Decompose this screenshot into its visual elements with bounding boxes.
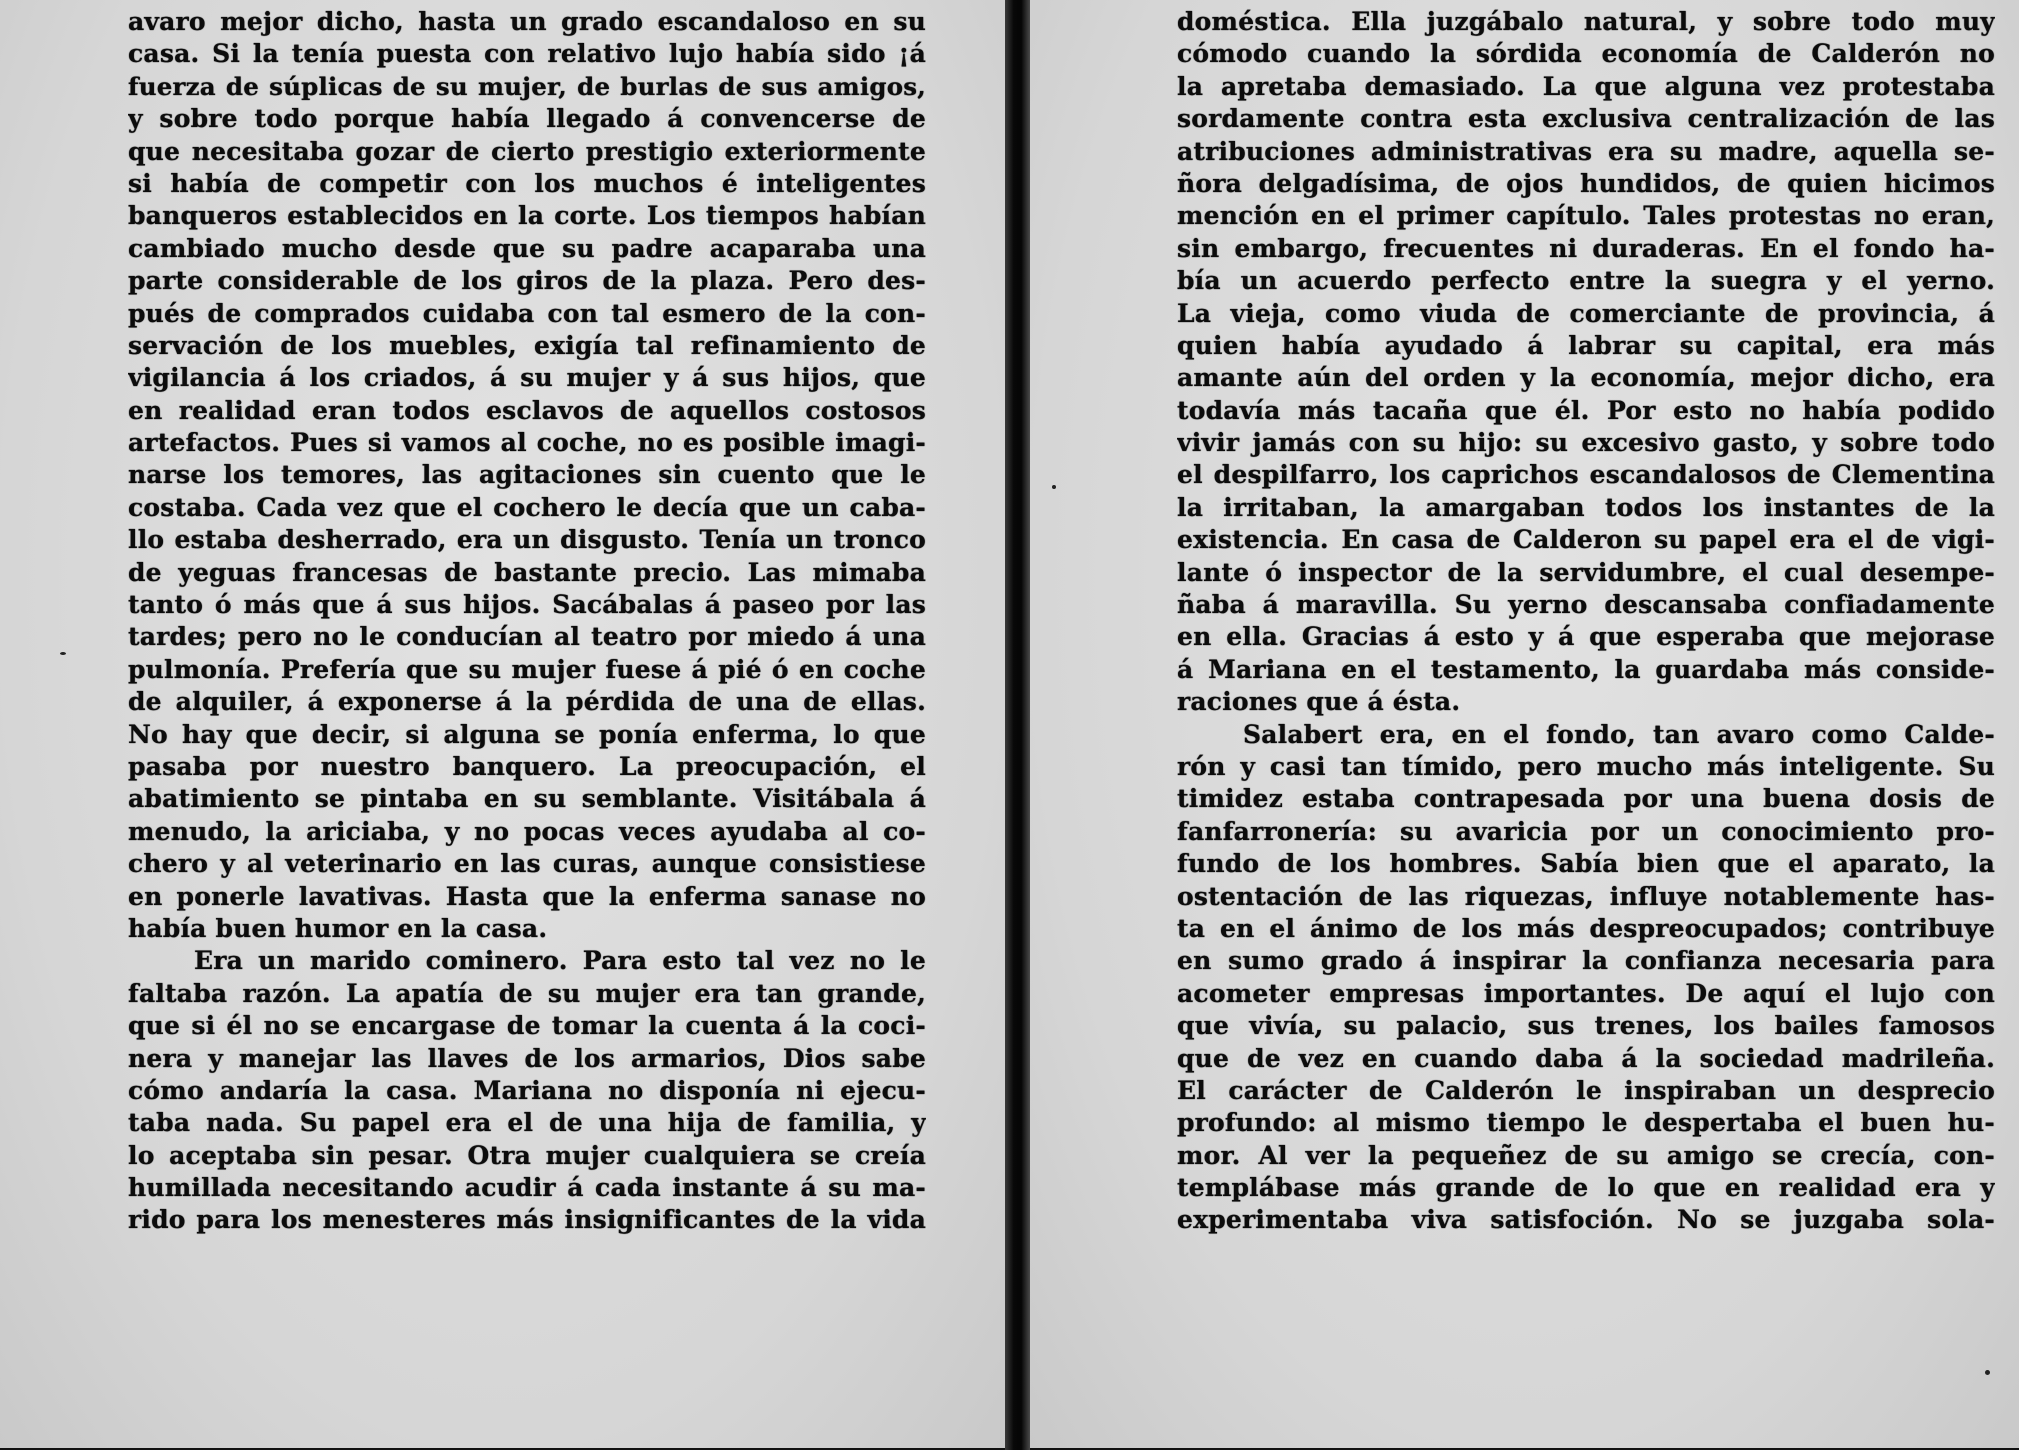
right-page-text [1177, 6, 1995, 1237]
text-line: atribuciones administrativas era su madre, aquella se- [1177, 136, 1995, 166]
text-line: mor. Al ver la pequeñez de su amigo se crecía, con- [1177, 1140, 1995, 1170]
text-line: que si él no se encargase de tomar la cuenta á la coci- [128, 1011, 926, 1041]
text-line: de alquiler, á exponerse á la pérdida de una de ellas. [128, 687, 926, 717]
text-line: El carácter de Calderón le inspiraban un desprecio [1177, 1075, 1995, 1105]
text-line: tanto ó más que á sus hijos. Sacábalas á paseo por las [128, 590, 926, 620]
text-line: bía un acuerdo perfecto entre la suegra y el yerno. [1177, 266, 1995, 296]
text-line: en ella. Gracias á esto y á que esperaba que mejorase [1177, 622, 1995, 652]
ink-speck [1985, 1370, 1990, 1375]
text-line: menudo, la ariciaba, y no pocas veces ayudaba al co- [128, 816, 926, 846]
text-line: pasaba por nuestro banquero. La preocupación, el [128, 751, 926, 781]
text-line: pulmonía. Prefería que su mujer fuese á pié ó en coche [128, 654, 926, 684]
text-line: narse los temores, las agitaciones sin cuento que le [128, 460, 926, 490]
text-line: rido para los menesteres más insignificantes de la vida [128, 1205, 926, 1235]
text-line: existencia. En casa de Calderon su papel era el de vigi- [1177, 525, 1995, 555]
left-page [0, 0, 1005, 1448]
text-line: quien había ayudado á labrar su capital, era más [1177, 330, 1995, 360]
text-line: nera y manejar las llaves de los armarios, Dios sabe [128, 1043, 926, 1073]
right-page [1030, 0, 2019, 1448]
text-line: llo estaba desherrado, era un disgusto. Tenía un tronco [128, 525, 926, 555]
text-line: fanfarronería: su avaricia por un conocimiento pro- [1177, 816, 1995, 846]
text-line: La vieja, como viuda de comerciante de provincia, á [1177, 298, 1995, 328]
text-line: fuerza de súplicas de su mujer, de burlas de sus amigos, [128, 71, 926, 101]
text-line: la irritaban, la amargaban todos los instantes de la [1177, 492, 1995, 522]
text-line: No hay que decir, si alguna se ponía enferma, lo que [128, 719, 926, 749]
text-line: en realidad eran todos esclavos de aquellos costosos [128, 395, 926, 425]
text-line: parte considerable de los giros de la plaza. Pero des- [128, 266, 926, 296]
text-line: que de vez en cuando daba á la sociedad madrileña. [1177, 1043, 1995, 1073]
text-line: sordamente contra esta exclusiva centralización de las [1177, 104, 1995, 134]
text-line: ostentación de las riquezas, influye notablemente has- [1177, 881, 1995, 911]
text-line: sin embargo, frecuentes ni duraderas. En el fondo ha- [1177, 233, 1995, 263]
text-line: banqueros establecidos en la corte. Los tiempos habían [128, 201, 926, 231]
text-line: lo aceptaba sin pesar. Otra mujer cualquiera se creía [128, 1140, 926, 1170]
text-line: cómodo cuando la sórdida economía de Calderón no [1177, 39, 1995, 69]
text-line: el despilfarro, los caprichos escandalosos de Clementina [1177, 460, 1995, 490]
text-line: amante aún del orden y la economía, mejor dicho, era [1177, 363, 1995, 393]
text-line: servación de los muebles, exigía tal refinamiento de [128, 330, 926, 360]
text-line: Era un marido cominero. Para esto tal vez no le [194, 946, 926, 976]
text-line: acometer empresas importantes. De aquí el lujo con [1177, 978, 1995, 1008]
text-line: que necesitaba gozar de cierto prestigio exteriormente [128, 136, 926, 166]
text-line: en sumo grado á inspirar la confianza necesaria para [1177, 946, 1995, 976]
text-line: ñora delgadísima, de ojos hundidos, de quien hicimos [1177, 168, 1995, 198]
text-line: mención en el primer capítulo. Tales protestas no eran, [1177, 201, 1995, 231]
text-line: lante ó inspector de la servidumbre, el cual desempe- [1177, 557, 1995, 587]
text-line: todavía más tacaña que él. Por esto no había podido [1177, 395, 1995, 425]
text-line: había buen humor en la casa. [128, 913, 548, 943]
book-gutter [1005, 0, 1030, 1450]
text-line: profundo: al mismo tiempo le despertaba el buen hu- [1177, 1108, 1995, 1138]
left-page-text [128, 6, 926, 1237]
text-line: vigilancia á los criados, á su mujer y á sus hijos, que [128, 363, 926, 393]
text-line: si había de competir con los muchos é inteligentes [128, 168, 926, 198]
text-line: en ponerle lavativas. Hasta que la enferma sanase no [128, 881, 926, 911]
text-line: humillada necesitando acudir á cada instante á su ma- [128, 1173, 926, 1203]
text-line: ñaba á maravilla. Su yerno descansaba confiadamente [1177, 590, 1995, 620]
text-line: templábase más grande de lo que en realidad era y [1177, 1173, 1995, 1203]
text-line: faltaba razón. La apatía de su mujer era tan grande, [128, 978, 926, 1008]
text-line: raciones que á ésta. [1177, 687, 1461, 717]
text-line: que vivía, su palacio, sus trenes, los bailes famosos [1177, 1011, 1995, 1041]
text-line: experimentaba viva satisfoción. No se juzgaba sola- [1177, 1205, 1995, 1235]
text-line: pués de comprados cuidaba con tal esmero de la con- [128, 298, 926, 328]
text-line: casa. Si la tenía puesta con relativo lujo había sido ¡á [128, 39, 926, 69]
ink-speck [60, 652, 66, 655]
text-line: chero y al veterinario en las curas, aunque consistiese [128, 849, 926, 879]
text-line: Salabert era, en el fondo, tan avaro como Calde- [1243, 719, 1995, 749]
text-line: cómo andaría la casa. Mariana no disponía ni ejecu- [128, 1075, 926, 1105]
text-line: la apretaba demasiado. La que alguna vez protestaba [1177, 71, 1995, 101]
text-line: artefactos. Pues si vamos al coche, no es posible imagi- [128, 428, 926, 458]
ink-speck [1052, 485, 1056, 489]
text-line: fundo de los hombres. Sabía bien que el aparato, la [1177, 849, 1995, 879]
text-line: abatimiento se pintaba en su semblante. Visitábala á [128, 784, 926, 814]
text-line: avaro mejor dicho, hasta un grado escandaloso en su [128, 7, 926, 36]
text-line: rón y casi tan tímido, pero mucho más inteligente. Su [1177, 751, 1995, 781]
text-line: timidez estaba contrapesada por una buena dosis de [1177, 784, 1995, 814]
text-line: costaba. Cada vez que el cochero le decía que un caba- [128, 492, 926, 522]
text-line: doméstica. Ella juzgábalo natural, y sobre todo muy [1177, 7, 1995, 36]
text-line: taba nada. Su papel era el de una hija de familia, y [128, 1108, 926, 1138]
text-line: ta en el ánimo de los más despreocupados; contribuye [1177, 913, 1995, 943]
text-line: tardes; pero no le conducían al teatro por miedo á una [128, 622, 926, 652]
text-line: vivir jamás con su hijo: su excesivo gasto, y sobre todo [1177, 428, 1995, 458]
text-line: y sobre todo porque había llegado á convencerse de [128, 104, 926, 134]
text-line: de yeguas francesas de bastante precio. Las mimaba [128, 557, 926, 587]
text-line: á Mariana en el testamento, la guardaba más conside- [1177, 654, 1995, 684]
text-line: cambiado mucho desde que su padre acaparaba una [128, 233, 926, 263]
